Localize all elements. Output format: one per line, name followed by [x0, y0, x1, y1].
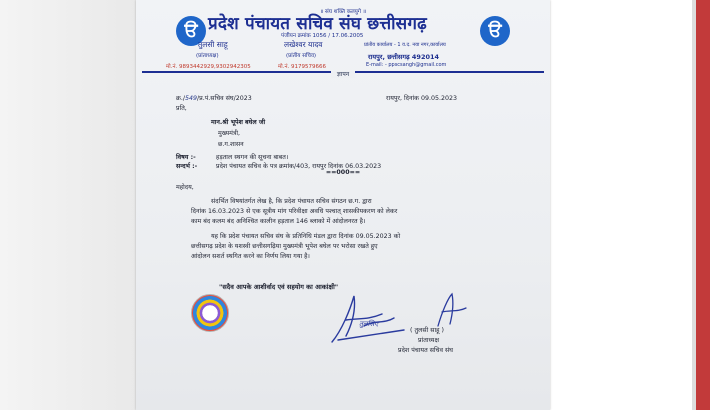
reference-prefix: क्र./ — [176, 95, 185, 102]
right-logo-icon: ੳ — [480, 16, 510, 46]
officer-president-name: तुलसी साहू — [198, 40, 228, 49]
office-address-line1: प्रांतीय कार्यालय - 1 व.द. नया नगर,कार्यालय — [364, 42, 446, 48]
paragraph-2-line-2: छत्तीसगढ़ प्रदेश के यशस्वी छत्तीसगढ़िया मुख्यमंत्री भूपेश बघेल पर भरोसा रखते हुए — [191, 243, 378, 250]
reference-number — [176, 93, 252, 102]
office-address-line2: रायपुर, छत्तीसगढ़ 492014 — [368, 53, 440, 61]
paragraph-1-line-2: दिनांक 16.03.2023 से एक सूत्रीय मांग परिवीक्षा अवधि पश्चात् शासकीयकरण को लेकर — [191, 208, 398, 215]
recipient-name: मान.श्री भूपेश बघेल जी — [211, 119, 266, 126]
officer-secretary-name: लखेश्वर यादव — [284, 40, 323, 49]
signatory-name: ( तुलसी साहू ) — [410, 327, 444, 334]
gyapan-label: ज्ञापन — [331, 71, 355, 78]
registration-number: पंजीयन क्रमांक 1056 / 17.06.2005 — [281, 33, 364, 39]
gyapan-heading — [136, 70, 550, 78]
organization-seal-icon — [191, 294, 229, 332]
recipient-designation: मुख्यमंत्री, — [218, 130, 240, 137]
paragraph-1-line-3: काम बंद कलम बंद अनिश्चित कालीन हड़ताल 146 ब्लाको में आंदोलनरत है। — [191, 218, 366, 225]
paragraph-1-line-1: संदर्भित विषयांतर्गत लेख है, कि प्रदेश पंचायत सचिव संगठन छ.ग. द्वारा — [211, 198, 372, 205]
paragraph-2-line-1: यह कि प्रदेश पंचायत सचिव संघ के प्रतिनिधि मंडल द्वारा दिनांक 09.05.2023 को — [211, 233, 401, 240]
subject-label: विषय :- — [176, 154, 196, 161]
left-background-margin — [0, 0, 136, 410]
reference-context-text: प्रदेश पंचायत सचिव के पत्र क्रमांक/403, रायपुर दिनांक 06.03.2023 — [216, 163, 382, 170]
reference-context-label: सन्दर्भ :- — [176, 163, 198, 170]
left-logo-icon: ੳ — [176, 16, 206, 46]
signatory-initials-icon — [432, 290, 472, 330]
place-and-date: रायपुर, दिनांक 09.05.2023 — [386, 95, 458, 102]
office-email: E-mail: - ppscsangh@gmail.com — [366, 62, 447, 68]
signatory-role: प्रांताध्यक्ष — [418, 337, 439, 344]
salutation: महोदय, — [176, 184, 194, 191]
reference-suffix: /प्र.पं.सचिव संघ/2023 — [197, 95, 252, 102]
subject-text: हड़ताल स्थगन की सूचना बाबत। — [216, 154, 289, 161]
letter-document — [136, 0, 550, 410]
right-background-red-strip — [696, 0, 710, 410]
paragraph-2-line-3: आंदोलन सशर्त स्थगित करने का निर्णय लिया गया है। — [191, 253, 310, 260]
letterhead-motto: ॥ संघ शक्ति कलयुगे ॥ — [319, 9, 367, 15]
officer-secretary-phone: मो.नं. 9179579666 — [278, 64, 327, 70]
organization-name: प्रदेश पंचायत सचिव संघ छत्तीसगढ़ — [208, 14, 427, 34]
section-divider: ==000== — [325, 169, 361, 176]
prati-label: प्रति, — [176, 105, 187, 112]
officer-president-role: (प्रांताध्यक्ष) — [196, 53, 219, 59]
signatory-organization: प्रदेश पंचायत सचिव संघ — [398, 347, 454, 354]
closing-line: "सदैव आपके आशीर्वाद एवं सहयोग का आकांक्षी" — [219, 283, 339, 291]
officer-secretary-role: (प्रांतीय सचिव) — [286, 53, 317, 59]
signature-word: तुलसिए — [359, 320, 379, 328]
reference-handwritten: 549 — [184, 95, 197, 102]
recipient-government: छ.ग.शासन — [218, 141, 244, 148]
officer-president-phone: मो.नं. 9893442929,9302942305 — [166, 64, 251, 70]
